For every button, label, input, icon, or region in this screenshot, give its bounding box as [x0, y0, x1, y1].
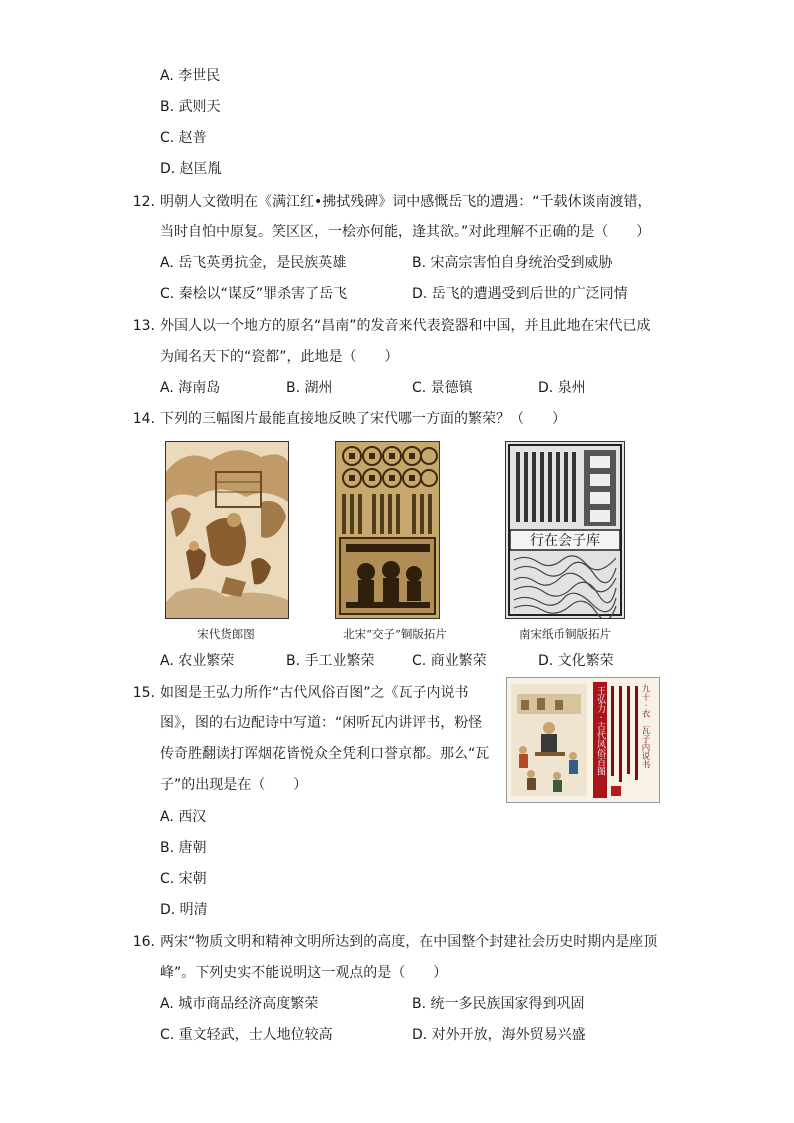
- q13-option-b: B. 湖州: [286, 380, 333, 396]
- q16-option-c: C. 重文轻武，士人地位较高: [160, 1027, 333, 1043]
- q11-option-a: A. 李世民: [160, 68, 221, 84]
- q16-number: 16.: [132, 934, 155, 950]
- southern-song-paper-money-image: [505, 441, 625, 619]
- q14-option-b: B. 手工业繁荣: [286, 653, 375, 669]
- q15-number: 15.: [132, 685, 155, 701]
- image-poem-header: 九十 · 衣 瓦子内说书: [640, 684, 650, 769]
- q15-stem-line3: 传奇胜翻读打诨烟花皆悦众全凭利口誉京都。那么“瓦: [160, 746, 490, 762]
- q12-stem-line2: 当时自怕中原复。笑区区，一桧亦何能，逢其欲。”对此理解不正确的是（ ）: [160, 224, 651, 240]
- q14-stem: 下列的三幅图片最能直接地反映了宋代哪一方面的繁荣？（ ）: [160, 411, 566, 427]
- q15-option-a: A. 西汉: [160, 809, 207, 825]
- q11-option-d: D. 赵匡胤: [160, 161, 222, 177]
- q13-option-c: C. 景德镇: [412, 380, 473, 396]
- q13-option-a: A. 海南岛: [160, 380, 221, 396]
- q15-stem-line2: 图》，图的右边配诗中写道：“闲听瓦内讲评书，粉怪: [160, 715, 483, 731]
- q15-stem-line4: 子”的出现是在（ ）: [160, 777, 308, 793]
- q16-option-a: A. 城市商品经济高度繁荣: [160, 996, 319, 1012]
- q13-number: 13.: [132, 318, 155, 334]
- q15-option-c: C. 宋朝: [160, 871, 207, 887]
- q16-option-d: D. 对外开放，海外贸易兴盛: [412, 1027, 586, 1043]
- q13-stem-line2: 为闻名天下的“瓷都”，此地是（ ）: [160, 349, 399, 365]
- q14-option-a: A. 农业繁荣: [160, 653, 235, 669]
- q16-stem-line1: 两宋“物质文明和精神文明所达到的高度，在中国整个封建社会历史时期内是座顶: [160, 934, 658, 950]
- q14-option-c: C. 商业繁荣: [412, 653, 487, 669]
- q14-option-d: D. 文化繁荣: [538, 653, 614, 669]
- q12-stem-line1: 明朝人文徵明在《满江红•拂拭残碑》词中感慨岳飞的遭遇：“千载休谈南渡错，: [160, 194, 652, 210]
- q15-option-b: B. 唐朝: [160, 840, 207, 856]
- q13-stem-line1: 外国人以一个地方的原名“昌南”的发音来代表瓷器和中国，并且此地在宋代已成: [160, 318, 651, 334]
- caption-peddler-painting: 宋代货郎图: [197, 627, 255, 641]
- q13-option-d: D. 泉州: [538, 380, 586, 396]
- q12-option-a: A. 岳飞英勇抗金，是民族英雄: [160, 255, 347, 271]
- caption-southern-song-paper-money: 南宋纸币铜版拓片: [519, 627, 611, 641]
- peddler-painting-image: [165, 441, 289, 619]
- jiaozi-rubbing-image: [335, 441, 440, 619]
- q12-option-d: D. 岳飞的遭遇受到后世的广泛同情: [412, 286, 628, 302]
- plate-right-text: 行在会子库: [530, 533, 600, 549]
- caption-jiaozi-rubbing: 北宋“交子”铜版拓片: [343, 627, 447, 641]
- q12-option-b: B. 宋高宗害怕自身统治受到威胁: [412, 255, 613, 271]
- q11-option-b: B. 武则天: [160, 99, 221, 115]
- q15-stem-line1: 如图是王弘力所作“古代风俗百图”之《瓦子内说书: [160, 685, 469, 701]
- image-title-text: 王弘力 · 古代风俗百图: [595, 686, 605, 776]
- q12-number: 12.: [132, 194, 155, 210]
- q14-number: 14.: [132, 411, 155, 427]
- q12-option-c: C. 秦桧以“谋反”罪杀害了岳飞: [160, 286, 348, 302]
- q11-option-c: C. 赵普: [160, 130, 207, 146]
- storytelling-painting-image: [506, 677, 660, 803]
- q15-option-d: D. 明清: [160, 902, 208, 918]
- q16-stem-line2: 峰”。下列史实不能说明这一观点的是（ ）: [160, 965, 448, 981]
- q16-option-b: B. 统一多民族国家得到巩固: [412, 996, 585, 1012]
